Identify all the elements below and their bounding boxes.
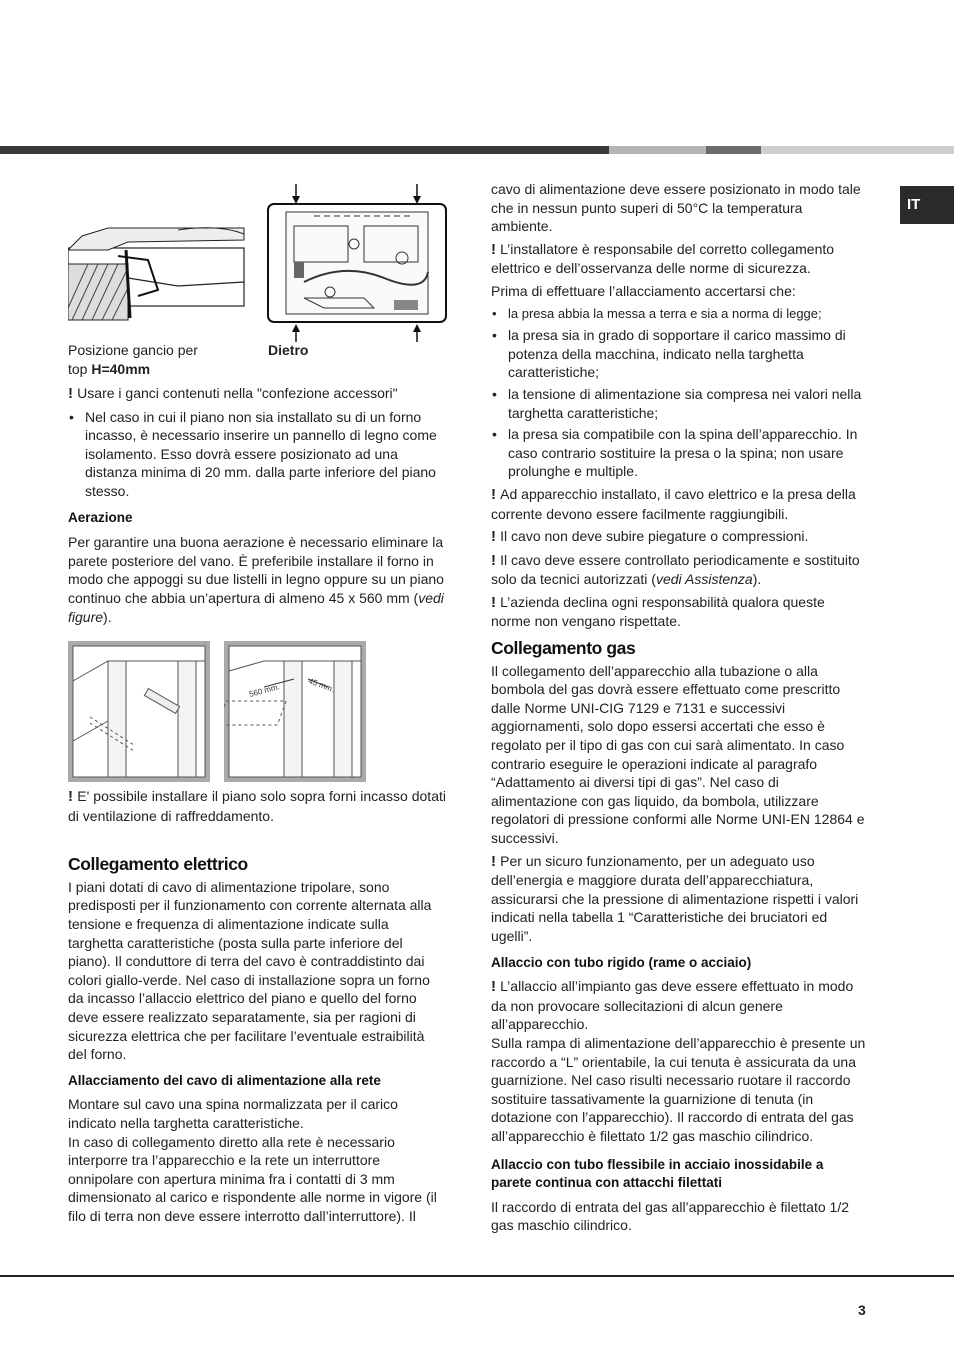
header-bar-mid xyxy=(706,146,761,154)
right-column xyxy=(491,180,867,1239)
hook-caption-line1: Posizione gancio per xyxy=(68,342,198,358)
electrical-heading: Collegamento elettrico xyxy=(68,854,248,875)
aeration-heading: Aerazione xyxy=(68,509,133,525)
note-oven: E' possibile installare il piano solo sopra forni incasso dotati di ventilazione di raffreddamento. xyxy=(68,788,446,824)
left-column-lower xyxy=(68,787,446,1225)
note-hooks: Usare i ganci contenuti nella "confezione accessori" xyxy=(77,385,398,401)
aeration-end: ). xyxy=(103,608,112,625)
label-560: 560 mm. xyxy=(248,682,281,699)
checklist-item: • la presa sia compatibile con la spina dell’apparecchio. In caso contrario sostituire la presa o la spina; non usare prolunghe e multiple. xyxy=(491,425,867,481)
note-bend: Il cavo non deve subire piegature o compressioni. xyxy=(500,528,809,545)
note-company: L’azienda declina ogni responsabilità qualora queste norme non vengano rispettate. xyxy=(491,593,825,630)
note-check-end: ). xyxy=(752,571,762,588)
label-45: 45 mm. xyxy=(307,676,336,695)
flex-heading: Allaccio con tubo flessibile in acciaio inossidabile a parete continua con attacchi filettati xyxy=(491,1156,824,1191)
note-check: Il cavo deve essere controllato periodicamente e sostituito solo da tecnici autorizzati ( xyxy=(491,551,860,588)
rigid-heading: Allaccio con tubo rigido (rame o acciaio) xyxy=(491,954,752,970)
header-bar-dark xyxy=(0,146,609,154)
note-installer: L’installatore è responsabile del corretto collegamento elettrico e dell’osservanza delle norme di sicurezza. xyxy=(491,240,835,277)
page-number: 3 xyxy=(858,1302,866,1318)
warning-mark: ! xyxy=(491,528,501,546)
note-check-italic: vedi Assistenza xyxy=(655,571,753,588)
note-rigid: L’allaccio all’impianto gas deve essere effettuato in modo da non provocare sollecitazioni di alcun genere all’apparecchio. xyxy=(491,978,854,1033)
aeration-italic: vedi figure xyxy=(68,589,444,625)
checklist-item: • la presa sia in grado di sopportare il carico massimo di potenza della macchina, indicato nella targhetta caratteristiche; xyxy=(491,326,867,382)
warning-mark: ! xyxy=(491,852,501,870)
left-column-upper xyxy=(68,384,446,630)
mains-heading: Allacciamento del cavo di alimentazione alla rete xyxy=(68,1072,381,1088)
oven-figure-right xyxy=(224,641,366,782)
checklist xyxy=(491,305,867,481)
back-label: Dietro xyxy=(268,342,309,358)
before-text: Prima di effettuare l’allacciamento accertarsi che: xyxy=(491,282,796,299)
warning-mark: ! xyxy=(68,788,78,805)
bullet-panel: • Nel caso in cui il piano non sia installato su di un forno incasso, è necessario inserire un pannello di legno come isolamento. Esso dovrà essere posizionato ad una distanza minima di 20 mm. dalla parte inferiore del piano stesso. xyxy=(68,408,446,501)
rigid-text: Sulla rampa di alimentazione dell’apparecchio è presente un raccordo a “L” orientabile, la cui tenuta è assicurata da una guarnizione. Nel caso risulti necessario ruotare il raccordo sostituire tassativamente la guarnizione di tenuta (in dotazione con l’apparecchio). Il raccordo di entrata del gas all’apparecchio è filettato 1/2 gas maschio cilindrico. xyxy=(491,1034,866,1144)
oven-figure-left xyxy=(68,641,210,782)
warning-mark: ! xyxy=(491,485,501,503)
electrical-text: I piani dotati di cavo di alimentazione tripolare, sono predisposti per il funzionamento con corrente alternata alla tensione e frequenza di alimentazione indicate sulla targhetta caratteristiche (posta sulla parte inferiore del piano). Il conduttore di terra del cavo è contraddistinto dai colori giallo-verde. Nel caso di installazione sopra un forno da incasso l’allaccio elettrico del piano e quello del forno deve essere realizzato separatamente, sia per ragioni di sicurezza elettrica che per facilitare l’eventuale estraibilità del forno. xyxy=(68,878,432,1063)
header-bar-light xyxy=(609,146,706,154)
note-access: Ad apparecchio installato, il cavo elettrico e la presa della corrente devono essere facilmente raggiungibili. xyxy=(491,485,856,522)
note-pressure: Per un sicuro funzionamento, per un adeguato uso dell’energia e maggiore durata dell’apparecchiatura, assicurarsi che la pressione di alimentazione rispetti i valori indicati nella tabella 1 “Caratteristiche dei bruciatori ed ugelli”. xyxy=(491,852,859,944)
mains-text-2: In caso di collegamento diretto alla rete è necessario interporre tra l’apparecchio e la rete un interruttore onnipolare con apertura minima fra i contatti di 3 mm dimensionato al carico e rispondente alle norme in vigore (il filo di terra non deve essere interrotto dall’interruttore). Il xyxy=(68,1133,437,1224)
hook-section-figure xyxy=(68,220,246,326)
gas-text: Il collegamento dell’apparecchio alla tubazione o alla bombola del gas dovrà essere effettuato come prescritto dalle Norme UNI-CIG 7129 e 7131 e successivi aggiornamenti, solo dopo essersi accertati che esso è regolato per il tipo di gas con cui sarà alimentato. In caso contrario eseguire le operazioni indicate al paragrafo “Adattamento ai diversi tipi di gas”. Nel caso di alimentazione con gas liquido, da bombola, utilizzare regolatori di pressione conformi alle Norme UNI-EN 12864 e successivi. xyxy=(491,662,865,846)
hob-underside-figure xyxy=(264,182,454,342)
warning-mark: ! xyxy=(491,593,501,611)
header-bar-pale xyxy=(761,146,954,154)
warning-mark: ! xyxy=(68,385,78,402)
hook-caption-height: H=40mm xyxy=(91,360,151,377)
cable-continuation: cavo di alimentazione deve essere posizionato in modo tale che in nessun punto superi di 50°C la temperatura ambiente. xyxy=(491,181,861,235)
warning-mark: ! xyxy=(491,551,501,569)
mains-text-1: Montare sul cavo una spina normalizzata per il carico indicato nella targhetta caratteristiche. xyxy=(68,1096,398,1131)
hook-caption xyxy=(68,341,258,378)
hook-caption-prefix: top xyxy=(68,360,92,377)
aeration-text: Per garantire una buona aerazione è necessario eliminare la parete posteriore del vano. È preferibile installare il forno in modo che appoggi su due listelli in legno oppure su un piano continuo che abbia un’apertura di almeno 45 x 560 mm ( xyxy=(68,534,444,606)
language-tab: IT xyxy=(900,186,954,224)
warning-mark: ! xyxy=(491,240,501,258)
gas-heading: Collegamento gas xyxy=(491,638,636,659)
checklist-item: • la tensione di alimentazione sia compresa nei valori nella targhetta caratteristiche; xyxy=(491,385,867,422)
flex-text: Il raccordo di entrata del gas all’apparecchio è filettato 1/2 gas maschio cilindrico. xyxy=(491,1198,849,1234)
warning-mark: ! xyxy=(491,978,501,996)
footer-rule xyxy=(0,1275,954,1277)
checklist-item: • la presa abbia la messa a terra e sia a norma di legge; xyxy=(491,305,867,324)
